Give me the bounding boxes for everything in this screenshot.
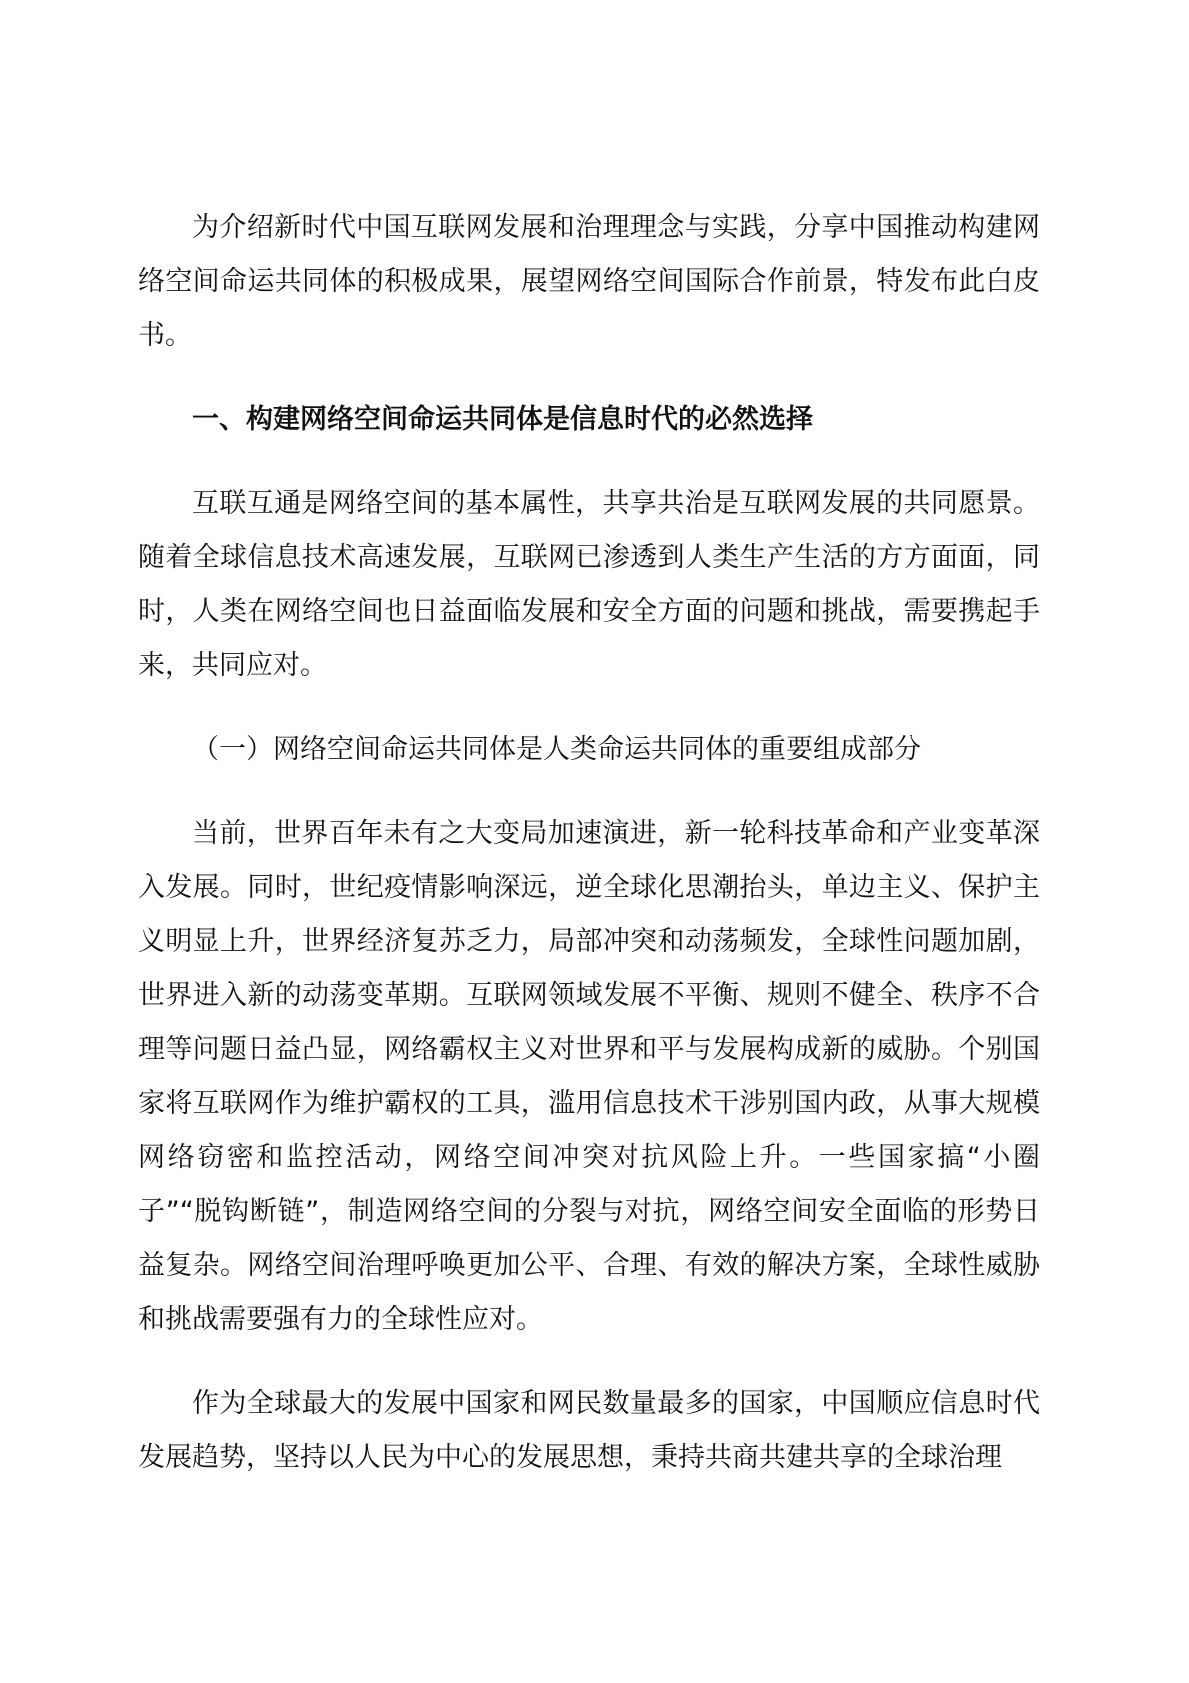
document-body (138, 201, 1040, 1485)
subsection-heading: （一）网络空间命运共同体是人类命运共同体的重要组成部分 (192, 734, 921, 765)
subsection-paragraph-1: 当前，世界百年未有之大变局加速演进，新一轮科技革命和产业变革深入发展。同时，世纪疫情影响深远，逆全球化思潮抬头，单边主义、保护主义明显上升，世界经济复苏乏力，局部冲突和动荡频发，全球性问题加剧，世界进入新的动荡变革期。互联网领域发展不平衡、规则不健全、秩序不合理等问题日益凸显，网络霸权主义对世界和平与发展构成新的威胁。个别国家将互联网作为维护霸权的工具，滥用信息技术干涉别国内政，从事大规模网络窃密和监控活动，网络空间冲突对抗风险上升。一些国家搞“小圈子”“脱钩断链”，制造网络空间的分裂与对抗，网络空间安全面临的形势日益复杂。网络空间治理呼唤更加公平、合理、有效的解决方案，全球性威胁和挑战需要强有力的全球性应对。 (138, 818, 1040, 1335)
section-heading: 一、构建网络空间命运共同体是信息时代的必然选择 (192, 404, 813, 435)
section-paragraph: 互联互通是网络空间的基本属性，共享共治是互联网发展的共同愿景。随着全球信息技术高速发展，互联网已渗透到人类生产生活的方方面面，同时，人类在网络空间也日益面临发展和安全方面的问题和挑战，需要携起手来，共同应对。 (138, 488, 1040, 681)
subsection-paragraph-2: 作为全球最大的发展中国家和网民数量最多的国家，中国顺应信息时代发展趋势，坚持以人民为中心的发展思想，秉持共商共建共享的全球治理 (138, 1388, 1040, 1473)
intro-paragraph: 为介绍新时代中国互联网发展和治理理念与实践，分享中国推动构建网络空间命运共同体的积极成果，展望网络空间国际合作前景，特发布此白皮书。 (138, 212, 1040, 351)
